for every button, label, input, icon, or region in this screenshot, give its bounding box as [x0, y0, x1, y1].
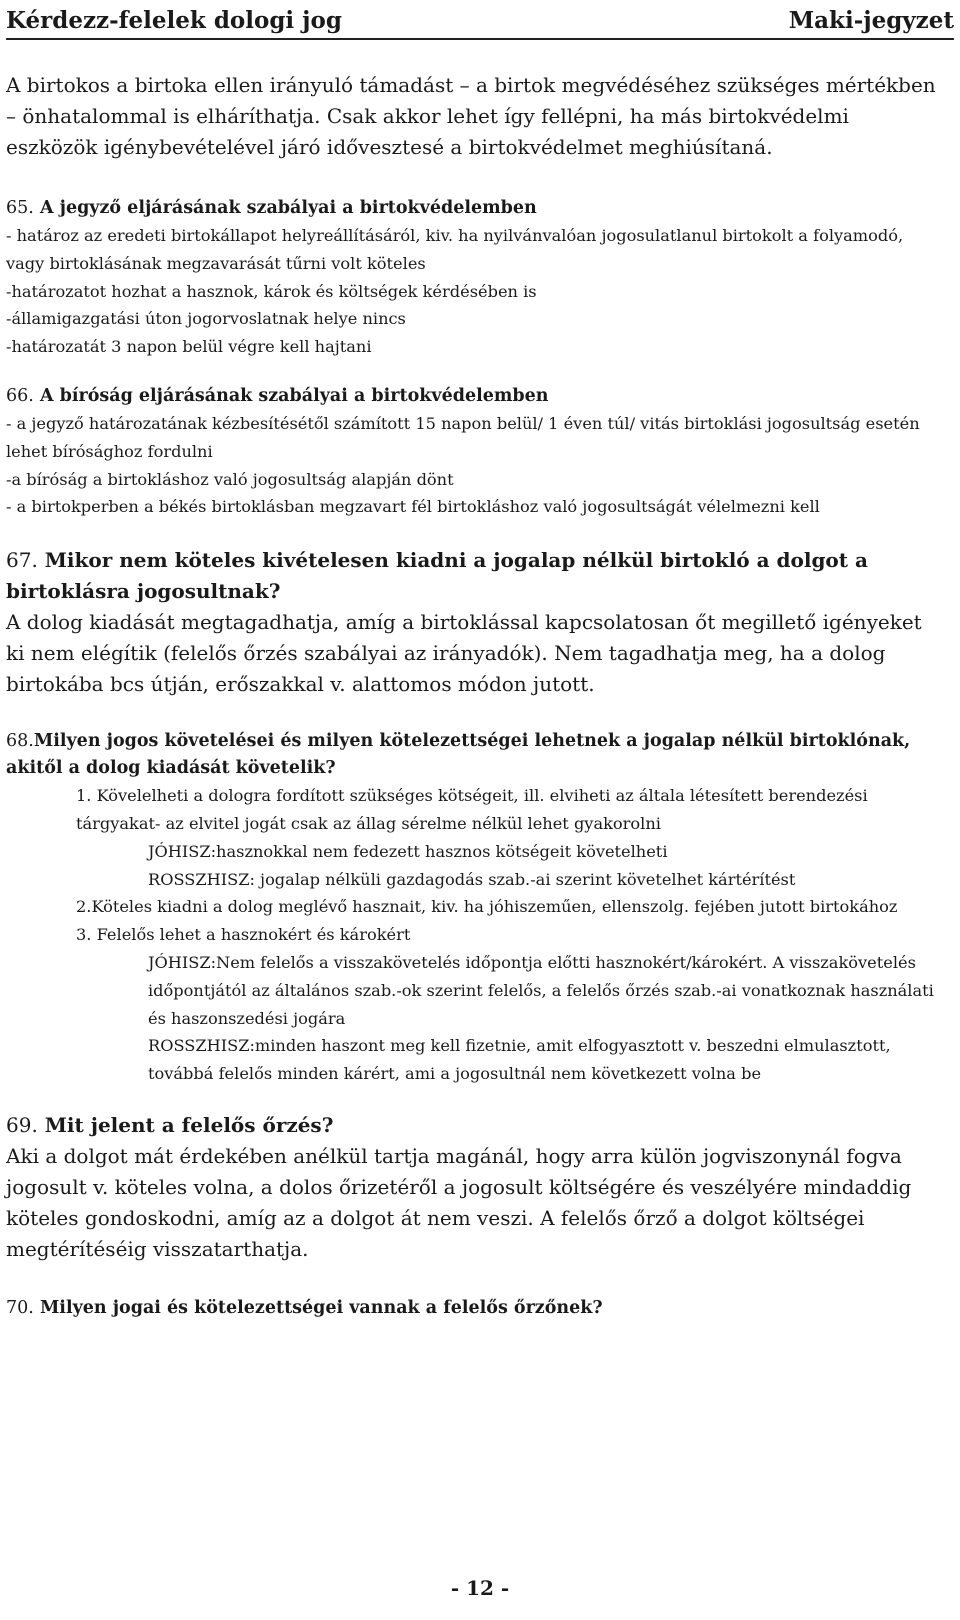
section-69-number: 69.	[6, 1112, 38, 1137]
section-68-item-1: 1. Kövelelheti a dologra fordított szükséges kötségeit, ill. elviheti az általa létesített berendezési tárgyakat- az elvitel jogát csak az állag sérelme nélkül lehet gyakorolni	[76, 786, 868, 833]
section-65-line: - határoz az eredeti birtokállapot helyreállításáról, kiv. ha nyilvánvalóan jogosulatlanul birtokolt a folyamodó, vagy birtoklásának megzavarását tűrni volt köteles	[6, 226, 904, 273]
section-70-number: 70.	[6, 1297, 34, 1318]
section-67-heading	[6, 545, 944, 607]
section-68-number: 68.	[6, 731, 34, 752]
intro-paragraph: A birtokos a birtoka ellen irányuló támadást – a birtok megvédéséhez szükséges mértékben – önhatalommal is elháríthatja. Csak akkor lehet így fellépni, ha más birtokvédelmi eszközök igénybevételével járó idővesztesé a birtokvédelmet meghiúsítaná.	[6, 73, 936, 159]
section-68-heading	[6, 728, 944, 782]
section-67-number: 67.	[6, 548, 38, 573]
section-66-number: 66.	[6, 385, 34, 406]
section-65-line: -államigazgatási úton jogorvoslatnak helye nincs	[6, 309, 406, 329]
section-68-item-1-bad-faith: ROSSZHISZ: jogalap nélküli gazdagodás szab.-ai szerint követelhet kártérítést	[148, 869, 796, 889]
section-69-title: Mit jelent a felelős őrzés?	[44, 1112, 334, 1137]
section-68-item-2: 2.Köteles kiadni a dolog meglévő hasznait, kiv. ha jóhiszeműen, ellenszolg. fejében jutott birtokához	[76, 897, 898, 917]
page-header	[6, 2, 954, 40]
page-content	[6, 40, 944, 1322]
section-67-body: A dolog kiadását megtagadhatja, amíg a birtoklással kapcsolatosan őt megillető igényeket ki nem elégítik (felelős őrzés szabályai az irányadók). Nem tagadhatja meg, ha a dolog birtokába bcs útján, erőszakkal v. alattomos módon jutott.	[6, 610, 922, 697]
section-66-title: A bíróság eljárásának szabályai a birtokvédelemben	[39, 385, 549, 406]
section-66-heading	[6, 383, 944, 410]
section-68-item-3: 3. Felelős lehet a hasznokért és károkért	[76, 925, 411, 945]
section-69-body: Aki a dolgot mát érdekében anélkül tartja magánál, hogy arra külön jogviszonynál fogva jogosult v. köteles volna, a dolos őrizetéről a jogosult költségére és veszélyére mindaddig köteles gondoskodni, amíg az a dolgot át nem veszi. A felelős őrző a dolgot költségei megtérítéséig visszatarthatja.	[6, 1143, 912, 1261]
header-title: Kérdezz-felelek dologi jog	[6, 6, 342, 34]
section-66-line: - a birtokperben a békés birtoklásban megzavart fél birtokláshoz való jogosultságát vélelmezni kell	[6, 497, 820, 517]
section-68-item-3-good-faith: JÓHISZ:Nem felelős a visszakövetelés időpontja előtti hasznokért/károkért. A visszakövetelés időpontjától az általános szab.-ok szerint felelős, a felelős őrzés szab.-ai vonatkoznak használati és haszonszedési jogára	[148, 952, 934, 1028]
section-70-heading	[6, 1295, 944, 1322]
section-68-title: Milyen jogos követelései és milyen kötelezettségei lehetnek a jogalap nélkül birtoklónak, akitől a dolog kiadását követelik?	[6, 731, 911, 779]
section-69-heading	[6, 1110, 944, 1141]
section-66-line: -a bíróság a birtokláshoz való jogosultság alapján dönt	[6, 469, 454, 489]
section-70-title: Milyen jogai és kötelezettségei vannak a felelős őrzőnek?	[39, 1297, 603, 1318]
section-67-title: Mikor nem köteles kivételesen kiadni a jogalap nélkül birtokló a dolgot a birtoklásra jogosultnak?	[6, 548, 868, 604]
section-68-item-3-bad-faith: ROSSZHISZ:minden haszont meg kell fizetnie, amit elfogyasztott v. beszedni elmulasztott, továbbá felelős minden kárért, ami a jogosultnál nem következett volna be	[148, 1036, 891, 1084]
section-65-number: 65.	[6, 198, 34, 218]
section-65-line: -határozatot hozhat a hasznok, károk és költségek kérdésében is	[6, 281, 537, 301]
section-68-item-1-good-faith: JÓHISZ:hasznokkal nem fedezett hasznos kötségeit követelheti	[148, 841, 668, 861]
header-source: Maki-jegyzet	[788, 6, 954, 34]
page-number: - 12 -	[450, 1576, 510, 1600]
section-65-heading	[6, 195, 944, 222]
section-65-title: A jegyző eljárásának szabályai a birtokvédelemben	[39, 198, 537, 218]
section-65-line: -határozatát 3 napon belül végre kell hajtani	[6, 337, 372, 357]
section-66-line: - a jegyző határozatának kézbesítésétől számított 15 napon belül/ 1 éven túl/ vitás birtoklási jogosultság esetén lehet bírósághoz fordulni	[6, 413, 920, 461]
